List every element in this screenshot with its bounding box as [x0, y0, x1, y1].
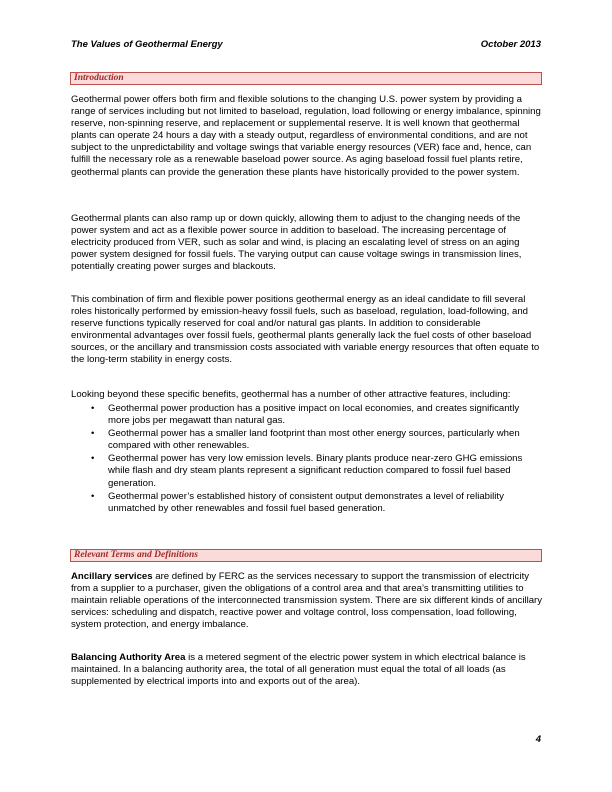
running-header: [71, 39, 541, 53]
definition-text: [71, 571, 543, 631]
intro-paragraph-4: [71, 389, 543, 401]
term-balancing-authority-area: Balancing Authority Area: [71, 652, 186, 663]
section-heading-terms: Relevant Terms and Definitions: [70, 549, 542, 562]
paragraph-text: Looking beyond these specific benefits, geothermal has a number of other attractive features, including:: [71, 389, 511, 400]
bullet-icon: •: [91, 453, 95, 465]
list-item: [71, 491, 543, 515]
definition-body: are defined by FERC as the services necessary to support the transmission of electricity from a supplier to a purchaser, given the obligations of a control area and that area’s transmitting utilities to maintain reliable operations of the interconnected transmission system. There are six different kinds of ancillary services: scheduling and dispatch, reactive power and voltage control, loss compensation, load following, system protection, and energy imbalance.: [71, 571, 543, 631]
intro-paragraph-2: [71, 213, 543, 273]
bullet-icon: •: [91, 490, 95, 502]
list-item: [71, 403, 543, 427]
benefits-list: [71, 403, 543, 516]
list-item: [71, 428, 543, 452]
list-item-text: Geothermal power production has a positive impact on local economies, and creates significantly more jobs per megawatt than natural gas.: [108, 403, 520, 427]
document-date: October 2013: [480, 39, 541, 50]
document-title: The Values of Geothermal Energy: [71, 39, 223, 50]
paragraph-text: This combination of firm and flexible power positions geothermal energy as an ideal candidate to fill several roles historically performed by emission-heavy fossil fuels, such as baseload, regulation, load-following, and reserve functions typically reserved for coal and/or natural gas plants. In addition to considerable environmental advantages over fossil fuels, geothermal plants generally lack the fuel costs of other baseload sources, or the ancillary and transmission costs associated with variable energy resources that often equate to the long-term stability in energy costs.: [71, 294, 540, 366]
definition-body: is a metered segment of the electric power system in which electrical balance is maintained. In a balancing authority area, the total of all generation must equal the total of all loads (as supplemented by electrical imports into and exports out of the area).: [71, 652, 526, 688]
definition-text: [71, 652, 543, 688]
paragraph-text: Geothermal power offers both firm and flexible solutions to the changing U.S. power system by providing a range of services including but not limited to baseload, regulation, load following or energy imbalance, spinning reserve, non-spinning reserve, and replacement or supplemental reserve. It is well known that geothermal plants can operate 24 hours a day with a steady output, regardless of environmental conditions, and are not subject to the unpredictability and voltage swings that variable energy resources (VER) face and, hence, can fulfill the necessary role as a renewable baseload power source. As aging baseload fossil fuel plants retire, geothermal plants can provide the generation these plants have historically provided to the power system.: [71, 94, 541, 178]
page-number: 4: [535, 734, 541, 745]
intro-paragraph-3: [71, 294, 543, 367]
list-item-text: Geothermal power has very low emission levels. Binary plants produce near-zero GHG emissions while flash and dry steam plants represent a significant reduction compared to fossil fuel based generation.: [108, 453, 523, 489]
paragraph-text: Geothermal plants can also ramp up or down quickly, allowing them to adjust to the changing needs of the power system and act as a flexible power source in addition to baseload. The increasing percentage of electricity produced from VER, such as solar and wind, is placing an escalating level of stress on an aging power system designed for fossil fuels. The varying output can cause voltage swings in transmission lines, potentially creating power surges and blackouts.: [71, 213, 522, 273]
definition-ancillary-services: [71, 571, 543, 631]
list-item-text: Geothermal power’s established history of consistent output demonstrates a level of reliability unmatched by other renewables and fossil fuel based generation.: [108, 490, 504, 514]
term-ancillary-services: Ancillary services: [71, 571, 153, 582]
list-item-text: Geothermal power has a smaller land footprint than most other energy sources, particularly when compared with other renewables.: [108, 428, 520, 452]
bullet-icon: •: [91, 428, 95, 440]
definition-balancing-authority-area: [71, 652, 543, 688]
bullet-icon: •: [91, 403, 95, 414]
intro-paragraph-1: [71, 94, 543, 179]
list-item: [71, 453, 543, 489]
section-heading-introduction: Introduction: [70, 72, 542, 85]
